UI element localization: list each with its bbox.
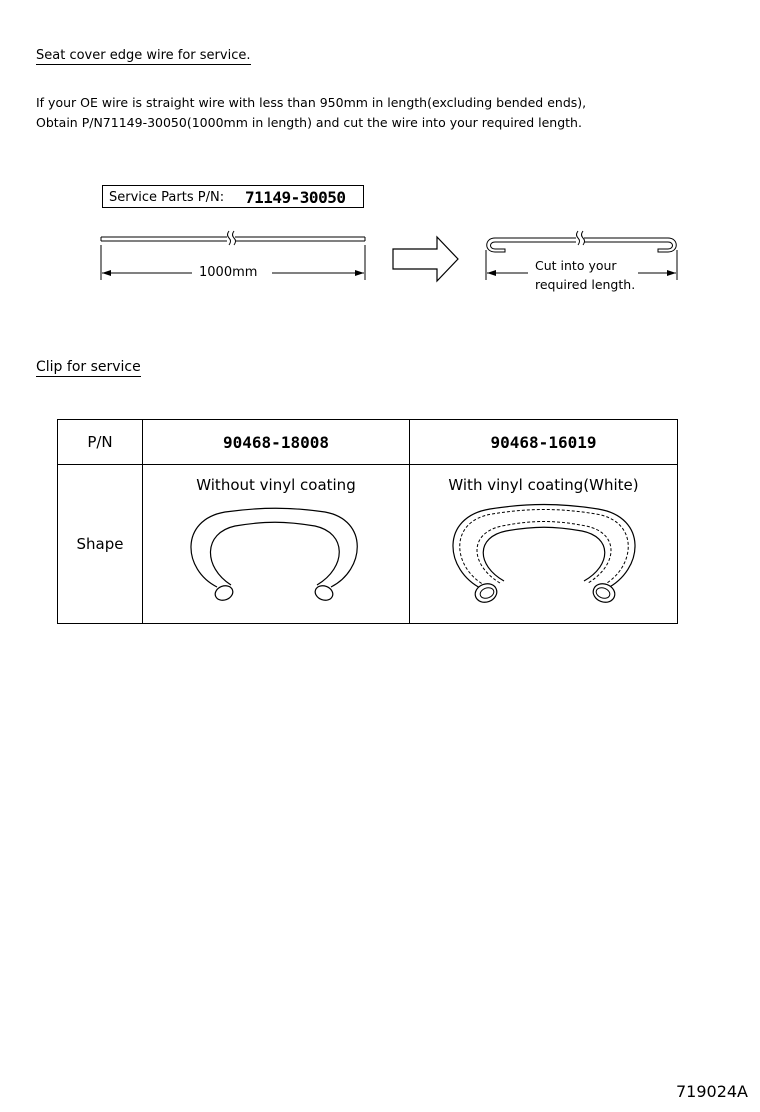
wire-diagram (0, 0, 760, 320)
drawing-code: 719024A (675, 1082, 748, 1101)
pn-row (58, 420, 678, 465)
straight-wire (101, 231, 365, 245)
clip-table (57, 419, 678, 624)
clip-section-heading: Clip for service (36, 359, 141, 375)
length-label: 1000mm (196, 265, 260, 280)
cut-note-line-2: required length. (535, 277, 636, 292)
cut-note-line-1: Cut into your (535, 258, 617, 273)
bent-wire (487, 231, 677, 252)
uncoated-clip-drawing (143, 465, 409, 623)
process-arrow (393, 237, 458, 281)
coated-description: With vinyl coating(White) (448, 476, 639, 494)
uncoated-description: Without vinyl coating (196, 476, 356, 494)
pn-cell-coated: 90468-16019 (410, 420, 678, 465)
pn-header-cell: P/N (58, 420, 143, 465)
pn-cell-uncoated: 90468-18008 (143, 420, 410, 465)
instruction-line-2: Obtain P/N71149-30050(1000mm in length) and cut the wire into your required length. (36, 115, 582, 130)
shape-cell-uncoated (143, 465, 410, 624)
coated-clip-drawing (410, 465, 678, 623)
shape-cell-coated (410, 465, 678, 624)
wire-section-heading: Seat cover edge wire for service. (36, 48, 251, 63)
service-parts-label: Service Parts P/N: (109, 190, 225, 205)
shape-row (58, 465, 678, 624)
instruction-line-1: If your OE wire is straight wire with less than 950mm in length(excluding bended ends), (36, 95, 587, 110)
service-parts-number: 71149-30050 (245, 188, 346, 207)
shape-header-cell: Shape (58, 465, 143, 624)
